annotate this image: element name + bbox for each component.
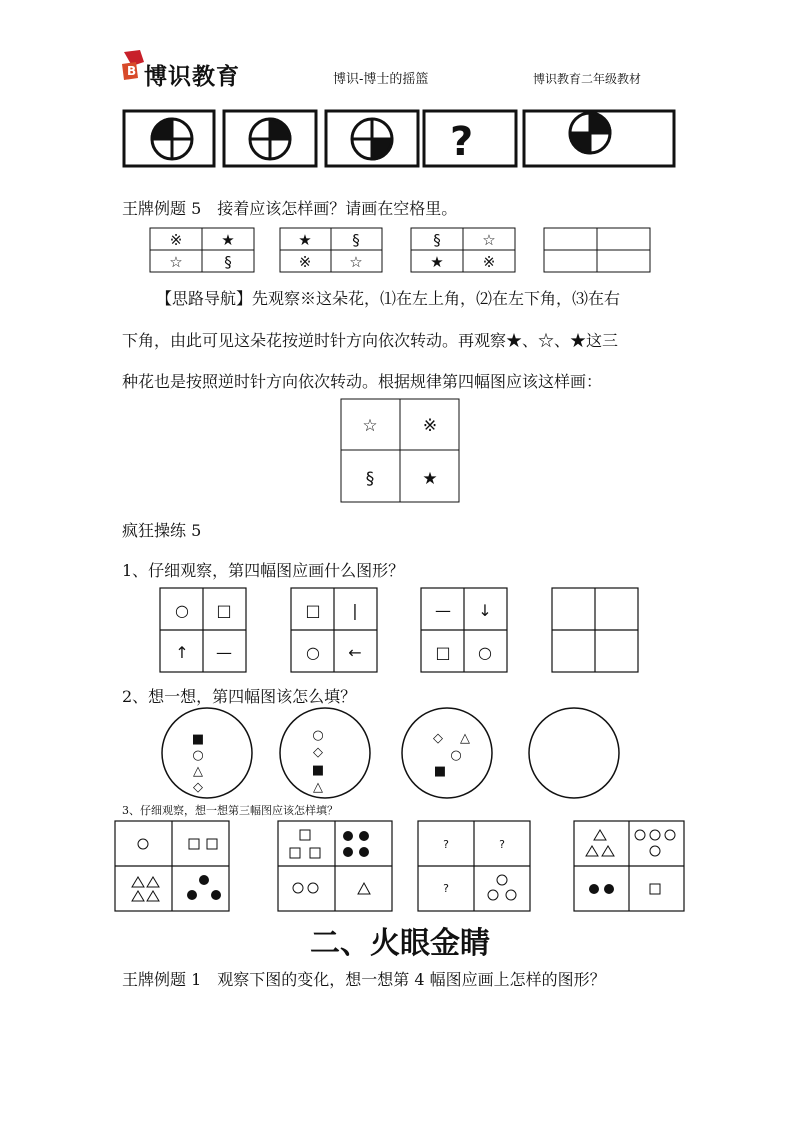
svg-text:§: § — [433, 231, 441, 249]
svg-text:§: § — [365, 469, 375, 489]
svg-text:B: B — [127, 64, 137, 78]
svg-text:△: △ — [313, 780, 323, 795]
svg-text:※: ※ — [169, 231, 183, 249]
svg-text:△: △ — [460, 731, 470, 746]
svg-text:↓: ↓ — [478, 601, 492, 620]
svg-text:◇: ◇ — [433, 731, 443, 746]
example5-grids — [148, 226, 654, 274]
svg-text:□: □ — [216, 601, 232, 620]
svg-text:△: △ — [193, 764, 203, 779]
example5-title: 王牌例题 5 接着应该怎样画？请画在空格里。 — [122, 199, 458, 218]
logo-text: 博识教育 — [144, 64, 240, 90]
svg-text:↑: ↑ — [175, 643, 189, 662]
svg-text:□: □ — [305, 601, 321, 620]
svg-text:※: ※ — [422, 416, 438, 436]
question-mark: ? — [450, 119, 474, 165]
svg-text:□: □ — [435, 643, 451, 662]
top-figure-strip — [120, 103, 680, 173]
svg-text:○: ○ — [306, 643, 320, 662]
header-center: 博识-博士的摇篮 — [333, 72, 429, 87]
section-title: 二、火眼金睛 — [310, 926, 490, 961]
q1-text: 1、仔细观察，第四幅图应画什么图形？ — [122, 561, 405, 580]
svg-text:◇: ◇ — [193, 780, 203, 795]
svg-text:§: § — [352, 231, 360, 249]
svg-text:★: ★ — [422, 469, 438, 489]
svg-text:★: ★ — [430, 253, 444, 271]
svg-text:■: ■ — [311, 763, 325, 778]
svg-text:○: ○ — [478, 643, 492, 662]
svg-text:§: § — [224, 253, 232, 271]
svg-text:◇: ◇ — [313, 745, 323, 760]
svg-text:|: | — [352, 601, 358, 620]
svg-text:○: ○ — [450, 748, 462, 763]
circle-figure-2 — [250, 119, 290, 159]
q3-text: 3、仔细观察，想一想第三幅图应该怎样填？ — [122, 804, 338, 817]
guide-line-2: 下角，由此可见这朵花按逆时针方向依次转动。再观察★、☆、★这三 — [122, 331, 619, 350]
q1-grids — [158, 586, 644, 676]
svg-text:■: ■ — [191, 732, 205, 747]
circle-figure-1 — [152, 119, 192, 159]
svg-text:☆: ☆ — [362, 416, 378, 436]
header-right: 博识教育二年级教材 — [533, 72, 642, 86]
svg-text:○: ○ — [312, 728, 324, 743]
answer-grid — [340, 398, 462, 504]
circle-figure-5 — [570, 113, 610, 153]
section2-example1: 王牌例题 1 观察下图的变化，想一想第 4 幅图应画上怎样的图形？ — [122, 970, 606, 989]
practice-title: 疯狂操练 5 — [122, 521, 202, 540]
svg-text:?: ? — [499, 838, 505, 851]
svg-text:■: ■ — [433, 764, 447, 779]
guide-line-1: 【思路导航】先观察※这朵花，⑴在左上角，⑵在左下角，⑶在右 — [156, 289, 621, 308]
svg-text:☆: ☆ — [482, 231, 496, 249]
circle-figure-3 — [352, 119, 392, 159]
q2-text: 2、想一想，第四幅图该怎么填？ — [122, 687, 357, 706]
svg-text:★: ★ — [221, 231, 235, 249]
q2-circles — [160, 706, 640, 800]
guide-line-3: 种花也是按照逆时针方向依次转动。根据规律第四幅图应该这样画： — [122, 372, 603, 391]
svg-text:○: ○ — [192, 748, 204, 763]
svg-text:○: ○ — [175, 601, 189, 620]
svg-text:?: ? — [443, 882, 449, 895]
svg-text:※: ※ — [298, 253, 312, 271]
svg-text:—: — — [435, 601, 451, 620]
svg-text:※: ※ — [482, 253, 496, 271]
q3-grids — [112, 818, 688, 916]
svg-text:?: ? — [443, 838, 449, 851]
svg-text:☆: ☆ — [169, 253, 183, 271]
svg-text:—: — — [216, 643, 232, 662]
svg-text:☆: ☆ — [349, 253, 363, 271]
svg-text:★: ★ — [298, 231, 312, 249]
svg-text:←: ← — [348, 643, 362, 662]
